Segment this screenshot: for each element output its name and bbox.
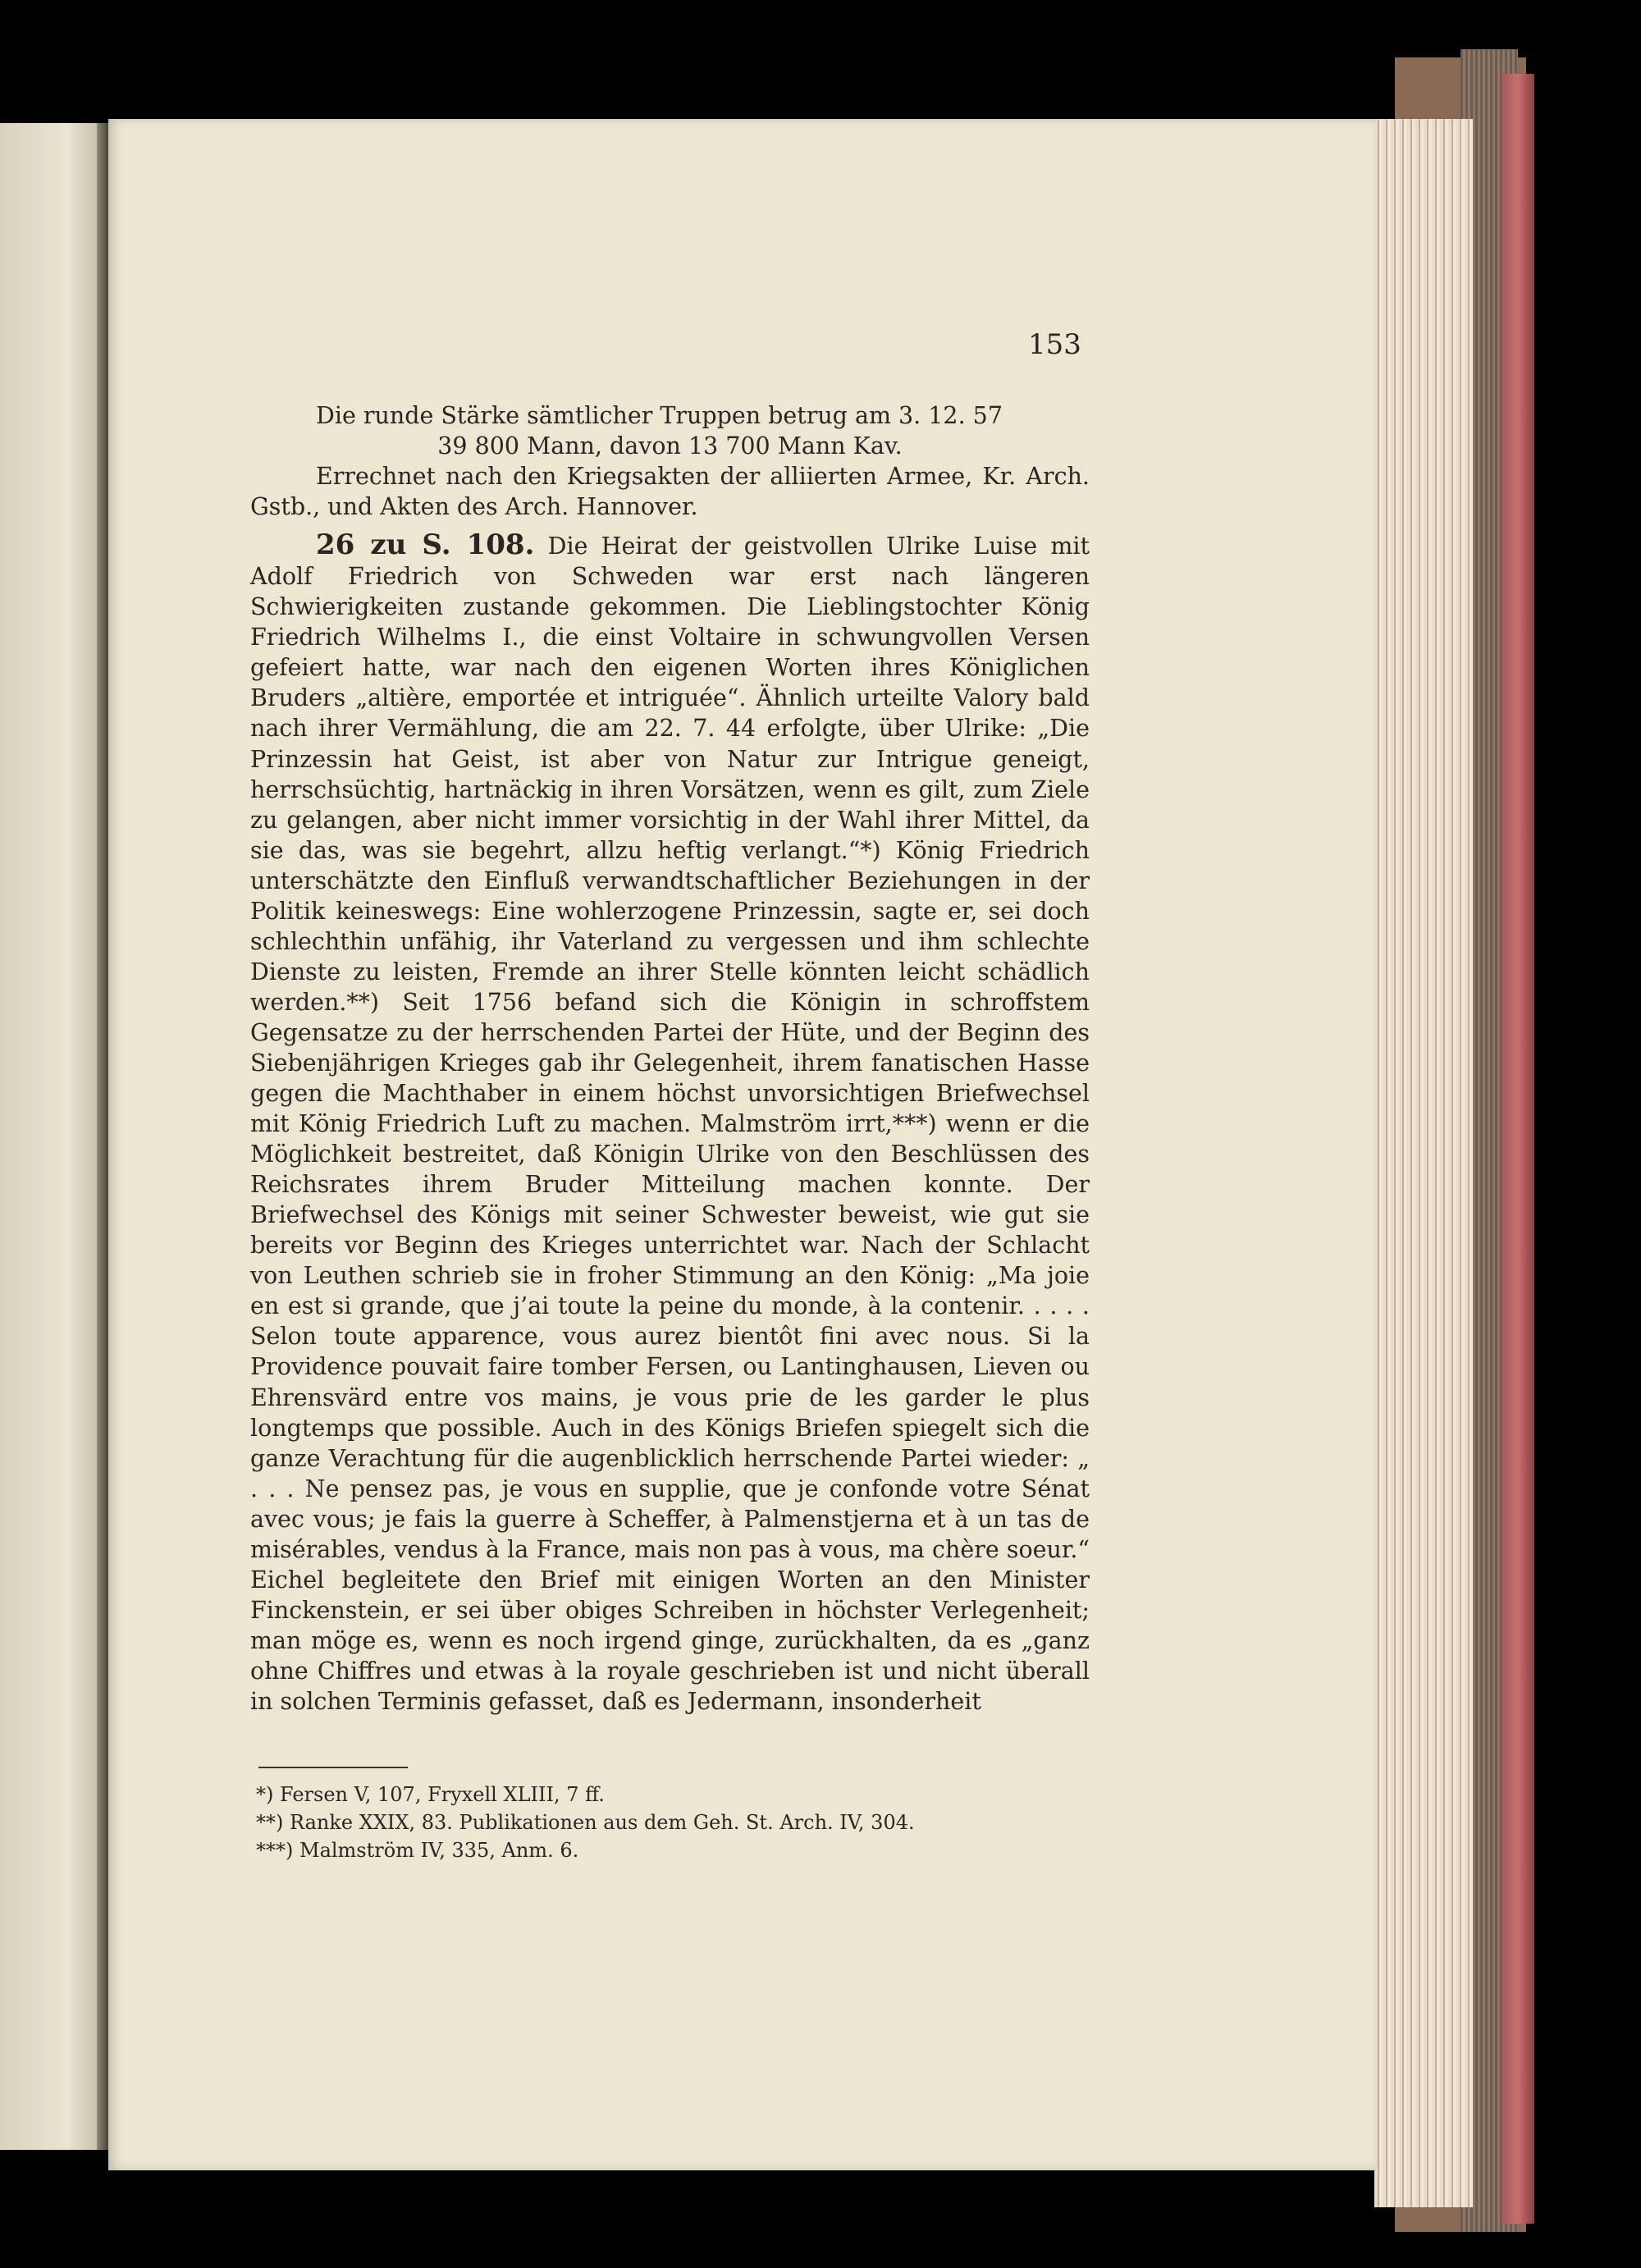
page-number: 153 — [1028, 328, 1081, 361]
note-heading: 26 zu S. 108. — [316, 528, 535, 562]
summary-line-1: Die runde Stärke sämtlicher Truppen betrug am 3. 12. 57 — [316, 402, 1003, 429]
note-26 — [250, 530, 1090, 1717]
footnote-divider — [258, 1767, 408, 1768]
page-stack-edge — [1374, 119, 1473, 2207]
footnotes — [256, 1781, 1159, 1864]
book-edge-red — [1502, 74, 1534, 2224]
summary-source: Errechnet nach den Kriegsakten der alliierten Armee, Kr. Arch. Gstb., und Akten des Arch. Hannover. — [250, 463, 1090, 521]
book-gutter — [97, 123, 108, 2150]
left-page-edge — [0, 123, 97, 2150]
footnote-2: **) Ranke XXIX, 83. Publikationen aus dem Geh. St. Arch. IV, 304. — [256, 1811, 915, 1834]
footnote-3: ***) Malmström IV, 335, Anm. 6. — [256, 1839, 579, 1862]
summary-line-2: 39 800 Mann, davon 13 700 Mann Kav. — [437, 432, 903, 460]
page-text — [250, 400, 1090, 1717]
note-body: Die Heirat der geistvollen Ulrike Luise mit Adolf Friedrich von Schweden war erst nach längeren Schwierigkeiten zustande gekommen. Die Lieblingstochter König Friedrich Wilhelms I., die einst Voltaire in schwungvollen Versen gefeiert hatte, war nach den eigenen Worten ihres Königlichen Bruders „altière, emportée et intriguée“. Ähnlich urteilte Valory bald nach ihrer Vermählung, die am 22. 7. 44 erfolgte, über Ulrike: „Die Prinzessin hat Geist, ist aber von Natur zur Intrigue geneigt, herrschsüchtig, hartnäckig in ihren Vorsätzen, wenn es gilt, zum Ziele zu gelangen, aber nicht immer vorsichtig in der Wahl ihrer Mittel, da sie das, was sie begehrt, allzu heftig verlangt.“*) König Friedrich unterschätzte den Einfluß verwandtschaftlicher Beziehungen in der Politik keineswegs: Eine wohlerzogene Prinzessin, sagte er, sei doch schlechthin unfähig, ihr Vaterland zu vergessen und ihm schlechte Dienste zu leisten, Fremde an ihrer Stelle könnten leicht schädlich werden.**) Seit 1756 befand sich die Königin in schroffstem Gegensatze zu der herrschenden Partei der Hüte, und der Beginn des Siebenjährigen Krieges gab ihr Gelegenheit, ihrem fanatischen Hasse gegen die Machthaber in einem höchst unvorsichtigen Briefwechsel mit König Friedrich Luft zu machen. Malmström irrt,***) wenn er die Möglichkeit bestreitet, daß Königin Ulrike von den Beschlüssen des Reichsrates ihrem Bruder Mitteilung machen konnte. Der Briefwechsel des Königs mit seiner Schwester beweist, wie gut sie bereits vor Beginn des Krieges unterrichtet war. Nach der Schlacht von Leuthen schrieb sie in froher Stimmung an den König: „Ma joie en est si grande, que j’ai toute la peine du monde, à la contenir. . . . . Selon toute apparence, vous aurez bientôt fini avec nous. Si la Providence pouvait faire tomber Fersen, ou Lantinghausen, Lieven ou Ehrensvärd entre vos mains, je vous prie de les garder le plus longtemps que possible. Auch in des Königs Briefen spiegelt sich die ganze Verachtung für die augenblicklich herrschende Partei wieder: „ . . . Ne pensez pas, je vous en supplie, que je confonde votre Sénat avec vous; je fais la guerre à Scheffer, à Palmenstjerna et à un tas de misérables, vendus à la France, mais non pas à vous, ma chère soeur.“ Eichel begleitete den Brief mit einigen Worten an den Minister Finckenstein, er sei über obiges Schreiben in höchster Verlegenheit; man möge es, wenn es noch irgend ginge, zurückhalten, da es „ganz ohne Chiffres und etwas à la royale geschrieben ist und nicht überall in solchen Terminis gefasset, daß es Jedermann, insonderheit — [250, 533, 1090, 1715]
footnote-1: *) Fersen V, 107, Fryxell XLIII, 7 ff. — [256, 1783, 605, 1806]
